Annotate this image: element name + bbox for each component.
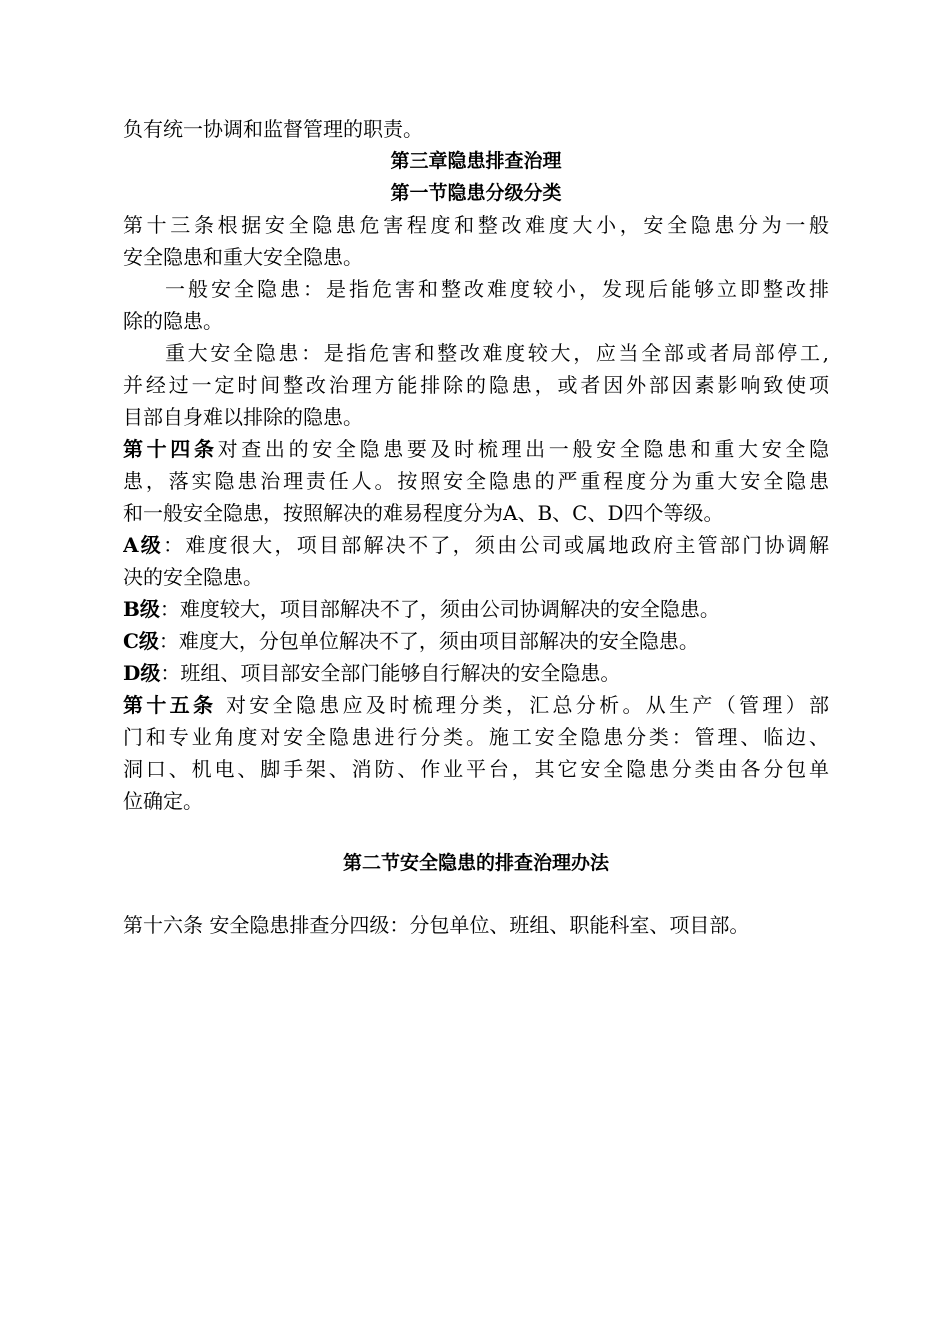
article-14-line-1 xyxy=(123,433,829,465)
article-14-line-2: 患，落实隐患治理责任人。按照安全隐患的严重程度分为重大安全隐患 xyxy=(123,469,829,493)
chapter-heading: 第三章隐患排查治理 xyxy=(390,150,562,172)
document-page xyxy=(123,113,829,941)
grade-b-label: B级 xyxy=(123,597,160,621)
article-15-line-4: 位确定。 xyxy=(123,789,203,813)
grade-d-line xyxy=(123,657,829,689)
major-hazard-line-1: 重大安全隐患：是指危害和整改难度较大，应当全部或者局部停工, xyxy=(165,341,829,365)
general-hazard-line-1: 一般安全隐患：是指危害和整改难度较小，发现后能够立即整改排 xyxy=(165,277,829,301)
grade-d-text: ：班组、项目部安全部门能够自行解决的安全隐患。 xyxy=(160,661,621,685)
grade-c-line xyxy=(123,625,829,657)
paragraph-line: 负有统一协调和监督管理的职责。 xyxy=(123,117,423,141)
article-13-line-1: 第十三条根据安全隐患危害程度和整改难度大小，安全隐患分为一般 xyxy=(123,213,829,237)
article-14-label: 第十四条 xyxy=(123,437,218,461)
grade-d-label: D级 xyxy=(123,661,161,685)
major-hazard-line-2: 并经过一定时间整改治理方能排除的隐患，或者因外部因素影响致使项 xyxy=(123,373,829,397)
article-13-line-2: 安全隐患和重大安全隐患。 xyxy=(123,245,363,269)
article-15-label: 第十五条 xyxy=(123,693,217,717)
article-15-line-1 xyxy=(123,689,829,721)
section-heading: 第一节隐患分级分类 xyxy=(390,182,562,204)
section-heading-2: 第二节安全隐患的排查治理办法 xyxy=(342,852,609,874)
article-15-line-2: 门和专业角度对安全隐患进行分类。施工安全隐患分类：管理、临边、 xyxy=(123,725,829,749)
blank-line xyxy=(123,817,829,847)
blank-line xyxy=(123,879,829,909)
general-hazard-line-2: 除的隐患。 xyxy=(123,309,223,333)
article-15-text: 对安全隐患应及时梳理分类，汇总分析。从生产（管理）部 xyxy=(216,693,829,717)
article-14-line-3: 和一般安全隐患，按照解决的难易程度分为A、B、C、D四个等级。 xyxy=(123,501,724,525)
grade-a-line-2: 决的安全隐患。 xyxy=(123,565,263,589)
grade-c-text: ：难度大，分包单位解决不了，须由项目部解决的安全隐患。 xyxy=(158,629,699,653)
grade-b-line xyxy=(123,593,829,625)
grade-b-text: ：难度较大，项目部解决不了，须由公司协调解决的安全隐患。 xyxy=(159,597,720,621)
article-16-line: 第十六条 安全隐患排查分四级：分包单位、班组、职能科室、项目部。 xyxy=(123,913,750,937)
grade-a-line-1 xyxy=(123,529,829,561)
grade-a-label: A级 xyxy=(123,533,164,557)
grade-a-text: ：难度很大，项目部解决不了，须由公司或属地政府主管部门协调解 xyxy=(163,533,829,557)
article-14-text: 对查出的安全隐患要及时梳理出一般安全隐患和重大安全隐 xyxy=(217,437,829,461)
grade-c-label: C级 xyxy=(123,629,159,653)
major-hazard-line-3: 目部自身难以排除的隐患。 xyxy=(123,405,363,429)
article-15-line-3: 洞口、机电、脚手架、消防、作业平台，其它安全隐患分类由各分包单 xyxy=(123,757,829,781)
